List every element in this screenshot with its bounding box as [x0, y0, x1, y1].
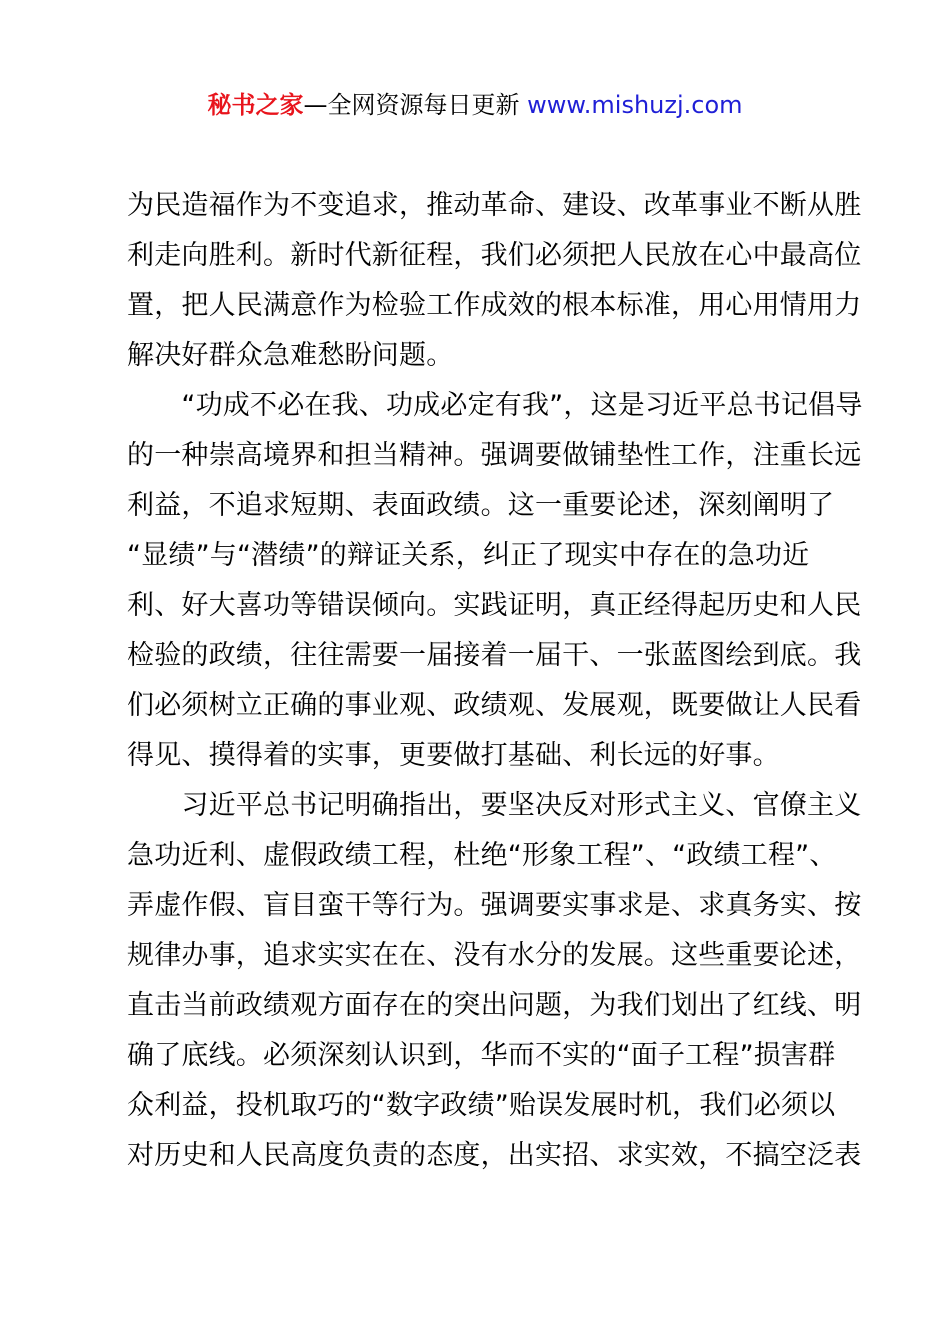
text-line: 急功近利、虚假政绩工程，杜绝“形象工程”、“政绩工程”、 — [127, 840, 837, 871]
text-line: 检验的政绩，往往需要一届接着一届干、一张蓝图绘到底。我 — [127, 640, 862, 671]
document-body — [127, 181, 863, 1181]
header-tagline: —全网资源每日更新 — [303, 91, 520, 119]
text-line: 规律办事，追求实实在在、没有水分的发展。这些重要论述， — [127, 940, 862, 971]
text-line: “功成不必在我、功成必定有我”，这是习近平总书记倡导 — [127, 390, 863, 421]
text-line: 众利益，投机取巧的“数字政绩”贻误发展时机，我们必须以 — [127, 1090, 836, 1121]
brand-name: 秘书之家 — [207, 91, 304, 119]
text-line: 解决好群众急难愁盼问题。 — [127, 340, 454, 371]
text-line: 利走向胜利。新时代新征程，我们必须把人民放在心中最高位 — [127, 240, 862, 271]
text-line: 的一种崇高境界和担当精神。强调要做铺垫性工作，注重长远 — [127, 440, 862, 471]
text-line: “显绩”与“潜绩”的辩证关系，纠正了现实中存在的急功近 — [127, 540, 810, 571]
text-line: 习近平总书记明确指出，要坚决反对形式主义、官僚主义 — [127, 790, 862, 821]
text-line: 为民造福作为不变追求，推动革命、建设、改革事业不断从胜 — [127, 190, 862, 221]
text-line: 直击当前政绩观方面存在的突出问题，为我们划出了红线、明 — [127, 990, 862, 1021]
text-line: 利益，不追求短期、表面政绩。这一重要论述，深刻阐明了 — [127, 490, 835, 521]
text-line: 得见、摸得着的实事，更要做打基础、利长远的好事。 — [127, 740, 780, 771]
website-link[interactable]: www.mishuzj.com — [527, 91, 743, 119]
page-header — [0, 88, 950, 122]
text-line: 弄虚作假、盲目蛮干等行为。强调要实事求是、求真务实、按 — [127, 890, 862, 921]
text-line: 利、好大喜功等错误倾向。实践证明，真正经得起历史和人民 — [127, 590, 862, 621]
text-line: 置，把人民满意作为检验工作成效的根本标准，用心用情用力 — [127, 290, 862, 321]
text-line: 对历史和人民高度负责的态度，出实招、求实效，不搞空泛表 — [127, 1140, 862, 1171]
text-line: 们必须树立正确的事业观、政绩观、发展观，既要做让人民看 — [127, 690, 862, 721]
text-line: 确了底线。必须深刻认识到，华而不实的“面子工程”损害群 — [127, 1040, 836, 1071]
